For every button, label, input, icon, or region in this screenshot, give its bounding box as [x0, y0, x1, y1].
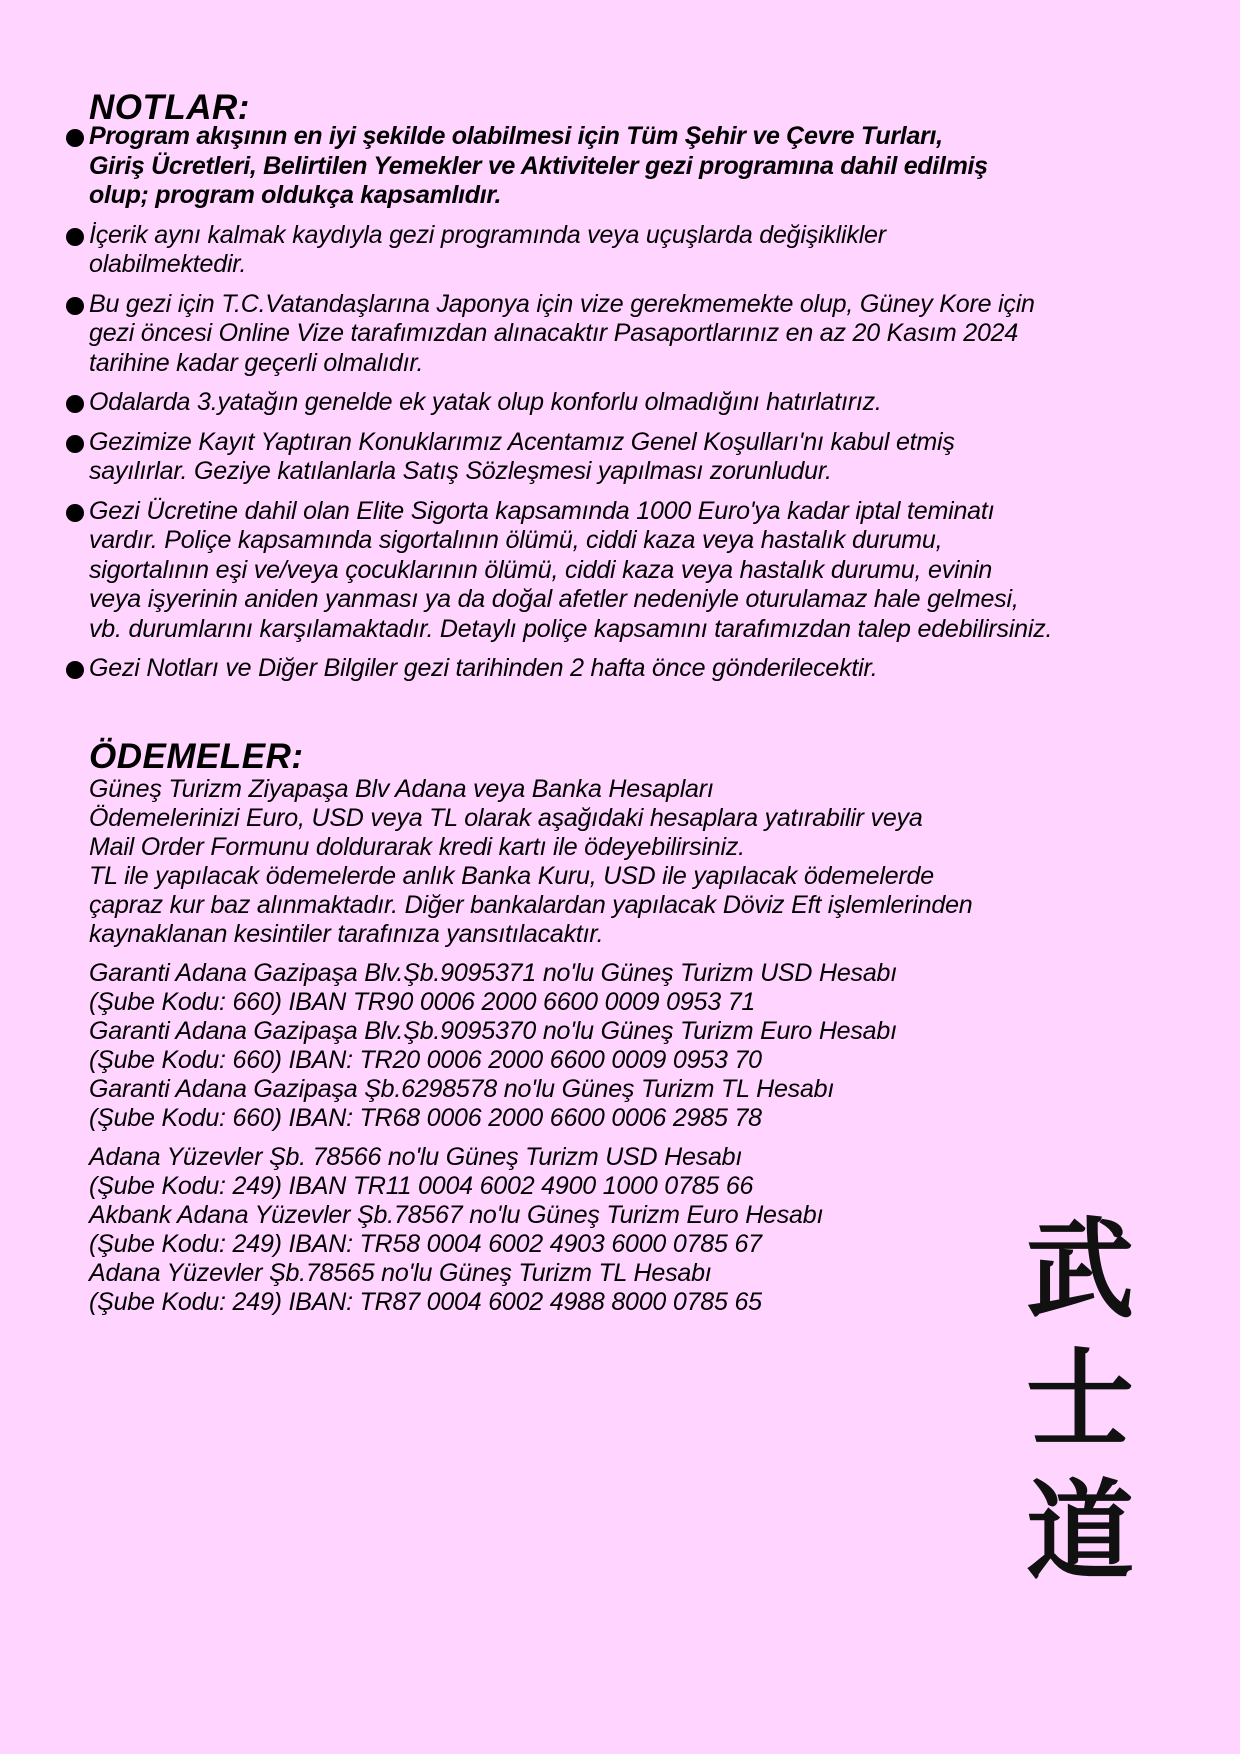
note-line: Gezimize Kayıt Yaptıran Konuklarımız Acentamız Genel Koşulları'nı kabul etmiş — [89, 427, 955, 456]
account-line: Adana Yüzevler Şb.78565 no'lu Güneş Turizm TL Hesabı — [89, 1259, 712, 1287]
garanti-accounts — [89, 959, 1169, 1133]
account-line: Garanti Adana Gazipaşa Blv.Şb.9095371 no'lu Güneş Turizm USD Hesabı — [89, 959, 898, 987]
payments-section — [89, 775, 1169, 1317]
payments-intro-line: Mail Order Formunu doldurarak kredi kartı ile ödeyebilirsiniz. — [89, 833, 745, 861]
note-item — [0, 428, 1240, 487]
account-line: Adana Yüzevler Şb. 78566 no'lu Güneş Turizm USD Hesabı — [89, 1143, 743, 1171]
note-line: vardır. Poliçe kapsamında sigortalının ölümü, ciddi kaza veya hastalık durumu, — [89, 526, 943, 554]
note-item — [0, 497, 1240, 645]
note-line: olup; program oldukça kapsamlıdır. — [89, 181, 502, 209]
note-line: Odalarda 3.yatağın genelde ek yatak olup konforlu olmadığını hatırlatırız. — [89, 388, 882, 416]
bushido-calligraphy — [1020, 1207, 1140, 1595]
calligraphy-char: 武 — [1025, 1207, 1134, 1333]
payments-intro-line: Ödemelerinizi Euro, USD veya TL olarak aşağıdaki hesaplara yatırabilir veya — [89, 804, 923, 832]
note-line: Program akışının en iyi şekilde olabilmesi için Tüm Şehir ve Çevre Turları, — [89, 122, 943, 150]
note-line: veya işyerinin aniden yanması ya da doğal afetler nedeniyle oturulamaz hale gelmesi, — [89, 585, 1019, 613]
iban-line: (Şube Kodu: 660) IBAN: TR20 0006 2000 6600 0009 0953 70 — [89, 1046, 762, 1074]
iban-line: (Şube Kodu: 249) IBAN: TR87 0004 6002 4988 8000 0785 65 — [89, 1288, 762, 1316]
note-item — [0, 654, 1240, 684]
calligraphy-char: 道 — [1025, 1469, 1134, 1595]
iban-line: (Şube Kodu: 660) IBAN: TR68 0006 2000 6600 0006 2985 78 — [89, 1104, 762, 1132]
notes-title: NOTLAR: — [89, 88, 250, 127]
payments-intro-line: TL ile yapılacak ödemelerde anlık Banka Kuru, USD ile yapılacak ödemelerde — [89, 862, 934, 890]
account-line: Garanti Adana Gazipaşa Blv.Şb.9095370 no'lu Güneş Turizm Euro Hesabı — [89, 1017, 897, 1045]
note-line: gezi öncesi Online Vize tarafımızdan alınacaktır Pasaportlarınız en az 20 Kasım 2024 — [89, 319, 1019, 347]
bullet-icon — [66, 504, 84, 522]
bullet-icon — [66, 395, 84, 413]
payments-intro-line: kaynaklanan kesintiler tarafınıza yansıtılacaktır. — [89, 920, 604, 948]
notes-list — [0, 122, 1240, 694]
note-line: Bu gezi için T.C.Vatandaşlarına Japonya için vize gerekmemekte olup, Güney Kore için — [89, 289, 1035, 318]
note-line: sigortalının eşi ve/veya çocuklarının ölümü, ciddi kaza veya hastalık durumu, evinin — [89, 555, 993, 584]
note-line: sayılırlar. Geziye katılanlarla Satış Sözleşmesi yapılması zorunludur. — [89, 457, 832, 485]
bullet-icon — [66, 297, 84, 315]
note-item — [0, 290, 1240, 379]
iban-line: (Şube Kodu: 249) IBAN: TR58 0004 6002 4903 6000 0785 67 — [89, 1230, 762, 1258]
note-line: olabilmektedir. — [89, 250, 247, 278]
bullet-icon — [66, 661, 84, 679]
iban-line: (Şube Kodu: 249) IBAN TR11 0004 6002 4900 1000 0785 66 — [89, 1172, 754, 1200]
payments-intro-line: Güneş Turizm Ziyapaşa Blv Adana veya Banka Hesapları — [89, 775, 714, 803]
account-line: Garanti Adana Gazipaşa Şb.6298578 no'lu Güneş Turizm TL Hesabı — [89, 1075, 835, 1103]
note-line: Gezi Notları ve Diğer Bilgiler gezi tarihinden 2 hafta önce gönderilecektir. — [89, 654, 878, 682]
note-item — [0, 388, 1240, 418]
note-line: Giriş Ücretleri, Belirtilen Yemekler ve Aktiviteler gezi programına dahil edilmiş — [89, 151, 988, 180]
calligraphy-char: 士 — [1025, 1337, 1134, 1463]
note-line: tarihine kadar geçerli olmalıdır. — [89, 348, 424, 377]
note-line: vb. durumlarını karşılamaktadır. Detaylı poliçe kapsamını tarafımızdan talep edebilirsiniz. — [89, 614, 1053, 643]
note-line: Gezi Ücretine dahil olan Elite Sigorta kapsamında 1000 Euro'ya kadar iptal teminatı — [89, 496, 995, 525]
note-item — [0, 122, 1240, 211]
payments-intro — [89, 775, 1169, 949]
payments-intro-line: çapraz kur baz alınmaktadır. Diğer bankalardan yapılacak Döviz Eft işlemlerinden — [89, 891, 973, 919]
akbank-accounts — [89, 1143, 1169, 1317]
note-item — [0, 221, 1240, 280]
iban-line: (Şube Kodu: 660) IBAN TR90 0006 2000 6600 0009 0953 71 — [89, 988, 756, 1016]
account-line: Akbank Adana Yüzevler Şb.78567 no'lu Güneş Turizm Euro Hesabı — [89, 1201, 824, 1229]
bullet-icon — [66, 435, 84, 453]
bullet-icon — [66, 228, 84, 246]
bullet-icon — [66, 129, 84, 147]
payments-title: ÖDEMELER: — [89, 737, 304, 776]
note-line: İçerik aynı kalmak kaydıyla gezi programında veya uçuşlarda değişiklikler — [89, 220, 886, 249]
